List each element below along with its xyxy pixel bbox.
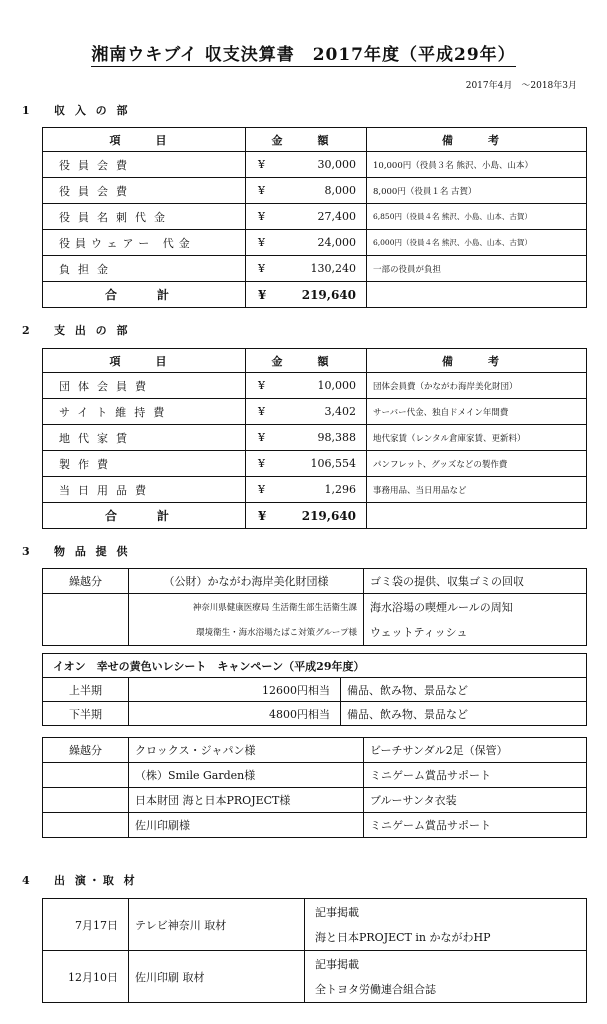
campaign-title-row: イオン 幸せの黄色いレシート キャンペーン（平成29年度） [43, 654, 587, 678]
table-row: 7月17日 テレビ神奈川 取材 記事掲載 [43, 899, 587, 925]
table-row: 12月10日 佐川印刷 取材 記事掲載 [43, 951, 587, 977]
table-header-row [43, 128, 587, 152]
section-income-heading: 1 収 入 の 部 [22, 104, 131, 117]
media-table: 7月17日 テレビ神奈川 取材 記事掲載 海と日本PROJECT in かながわHP 12月10日 佐川印刷 取材 記事掲載 全トヨタ労働連合組合誌 [42, 898, 587, 1003]
table-row: 団体会員費 ¥ 10,000 団体会員費（かながわ海岸美化財団） [43, 373, 587, 399]
total-row: 合 計 ¥ 219,640 [43, 282, 587, 308]
table-row: 下半期 4800円相当 備品、飲み物、景品など [43, 702, 587, 726]
income-table [42, 127, 587, 308]
table-row: 地代家賃 ¥ 98,388 地代家賃（レンタル倉庫家賃、更新料） [43, 425, 587, 451]
goods-table-3 [42, 737, 587, 838]
table-row: 佐川印刷様 ミニゲーム賞品サポート [43, 813, 587, 838]
header-note: 備 考 [367, 128, 587, 152]
table-row: （株）Smile Garden様 ミニゲーム賞品サポート [43, 763, 587, 788]
page-title: 湘南ウキブイ 収支決算書 2017年度（平成29年） [91, 45, 516, 65]
section-goods-heading: 3 物 品 提 供 [22, 545, 131, 558]
table-header-row: 項 目 金 額 備 考 [43, 349, 587, 373]
section-media-heading: 4 出 演・取 材 [22, 874, 138, 887]
table-row: 日本財団 海と日本PROJECT様 ブルーサンタ衣装 [43, 788, 587, 813]
table-row: 製作費 ¥ 106,554 パンフレット、グッズなどの製作費 [43, 451, 587, 477]
header-item: 項 目 [43, 128, 246, 152]
goods-table-1 [42, 568, 587, 646]
table-row: 神奈川県健康医療局 生活衛生部生活衛生課 海水浴場の喫煙ルールの周知 [43, 594, 587, 620]
table-row: 役員会費 ¥ 30,000 10,000円（役員３名 熊沢、小島、山本） [43, 152, 587, 178]
table-row: 役員名刺代金 ¥ 27,400 6,850円（役員４名 熊沢、小島、山本、古賀） [43, 204, 587, 230]
table-row: 役員ウェアー 代金 ¥ 24,000 6,000円（役員４名 熊沢、小島、山本、古賀） [43, 230, 587, 256]
expense-table [42, 348, 587, 529]
table-row: 環境衛生・海水浴場たばこ対策グループ様 ウェットティッシュ [43, 620, 587, 646]
header-amount: 金 額 [246, 128, 367, 152]
table-row: サイト維持費 ¥ 3,402 サーバー代金、独自ドメイン年間費 [43, 399, 587, 425]
table-row: 上半期 12600円相当 備品、飲み物、景品など [43, 678, 587, 702]
table-row: 繰越分 （公財）かながわ海岸美化財団様 ゴミ袋の提供、収集ゴミの回収 [43, 569, 587, 594]
table-row: 負担金 ¥ 130,240 一部の役員が負担 [43, 256, 587, 282]
total-row: 合 計 ¥ 219,640 [43, 503, 587, 529]
table-row: 役員会費 ¥ 8,000 8,000円（役員１名 古賀） [43, 178, 587, 204]
section-expense-heading: 2 支 出 の 部 [22, 324, 131, 337]
campaign-table [42, 653, 587, 726]
fiscal-period: 2017年4月 ～2018年3月 [465, 81, 577, 91]
table-row: 当日用品費 ¥ 1,296 事務用品、当日用品など [43, 477, 587, 503]
table-row: 繰越分 クロックス・ジャパン様 ビーチサンダル2足（保管） [43, 738, 587, 763]
